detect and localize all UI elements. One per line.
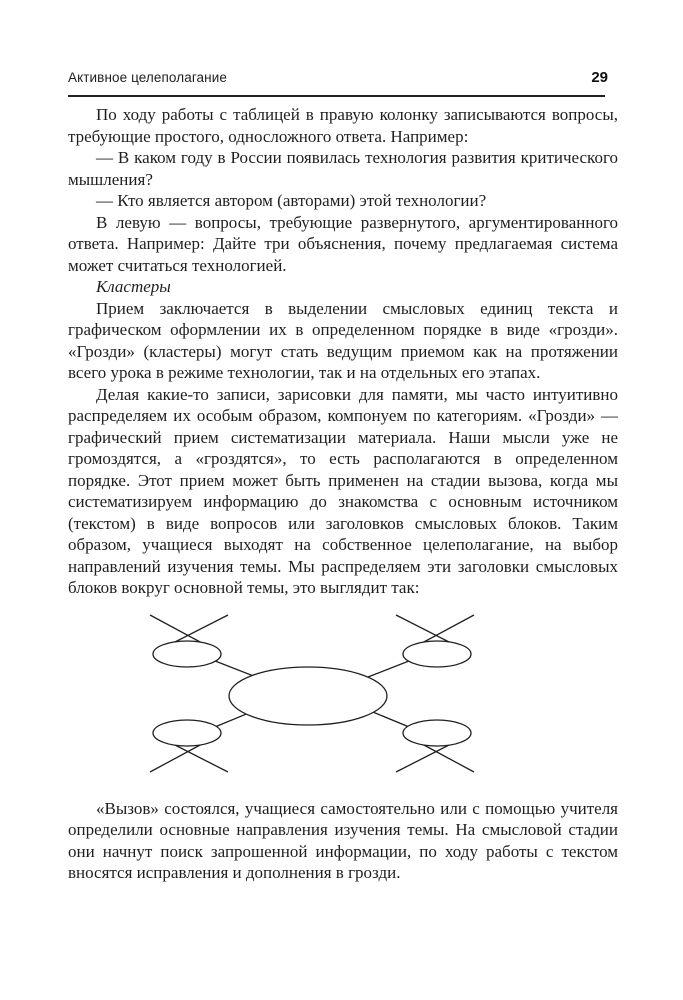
satellite-ellipse-top-left: [153, 641, 221, 667]
branch-top-right-b: [396, 615, 451, 643]
cluster-diagram: [140, 613, 484, 774]
paragraph-cluster-method: Прием заключается в выделении смысловых единиц текста и графическом оформлении их в определенном порядке в виде «грозди». «Грозди» (кластеры) могут стать ведущим приемом как на протяжении всего урока в режиме технологии, так и на отдельных его этапах.: [68, 298, 618, 382]
branch-bottom-right-a: [422, 744, 474, 772]
branch-top-left-a: [150, 615, 202, 643]
satellite-ellipse-bottom-left: [153, 720, 221, 746]
branch-bottom-left-a: [150, 744, 202, 772]
page-number: 29: [591, 69, 608, 86]
connector-top-right: [368, 659, 414, 677]
running-title: Активное целеполагание: [68, 70, 227, 85]
header-rule: [68, 95, 605, 97]
branch-top-right-a: [422, 615, 474, 643]
branch-top-left-b: [173, 615, 228, 643]
page-content: [68, 104, 618, 884]
branch-bottom-left-b: [173, 744, 228, 772]
section-heading-clusters: Кластеры: [96, 277, 171, 296]
satellite-ellipse-top-right: [403, 641, 471, 667]
paragraph-question-author: — Кто является автором (авторами) этой технологии?: [96, 191, 487, 210]
cluster-diagram-svg: [140, 613, 484, 774]
center-ellipse: [229, 667, 387, 725]
page-header: [68, 69, 608, 86]
branch-bottom-right-b: [396, 744, 451, 772]
paragraph-closing: «Вызов» состоялся, учащиеся самостоятельно или с помощью учителя определили основные направления изучения темы. На смысловой стадии они начнут поиск запрошенной информации, по ходу работы с текстом вносятся исправления и дополнения в грозди.: [68, 798, 618, 882]
paragraph-left-column: В левую — вопросы, требующие развернутого, аргументированного ответа. Например: Дайте три объяснения, почему предлагаемая система может считаться технологией.: [68, 212, 618, 275]
satellite-ellipse-bottom-right: [403, 720, 471, 746]
paragraph-cluster-usage: Делая какие-то записи, зарисовки для памяти, мы часто интуитивно распределяем их особым образом, компонуем по категориям. «Грозди» — графический прием систематизации материала. Наши мысли уже не громоздятся, а «гроздятся», то есть располагаются в определенном порядке. Этот прием может быть применен на стадии вызова, когда мы систематизируем информацию до знакомства с основным источником (текстом) в виде вопросов или заголовков смысловых блоков. Таким образом, учащиеся выходят на собственное целеполагание, на выбор направлений изучения темы. Мы распределяем эти заголовки смысловых блоков вокруг основной темы, это выглядит так:: [68, 384, 618, 597]
connector-top-left: [210, 659, 256, 677]
paragraph-intro-table: По ходу работы с таблицей в правую колонку записываются вопросы, требующие простого, односложного ответа. Например:: [68, 105, 618, 146]
paragraph-question-year: — В каком году в России появилась технология развития критического мышления?: [68, 148, 618, 189]
